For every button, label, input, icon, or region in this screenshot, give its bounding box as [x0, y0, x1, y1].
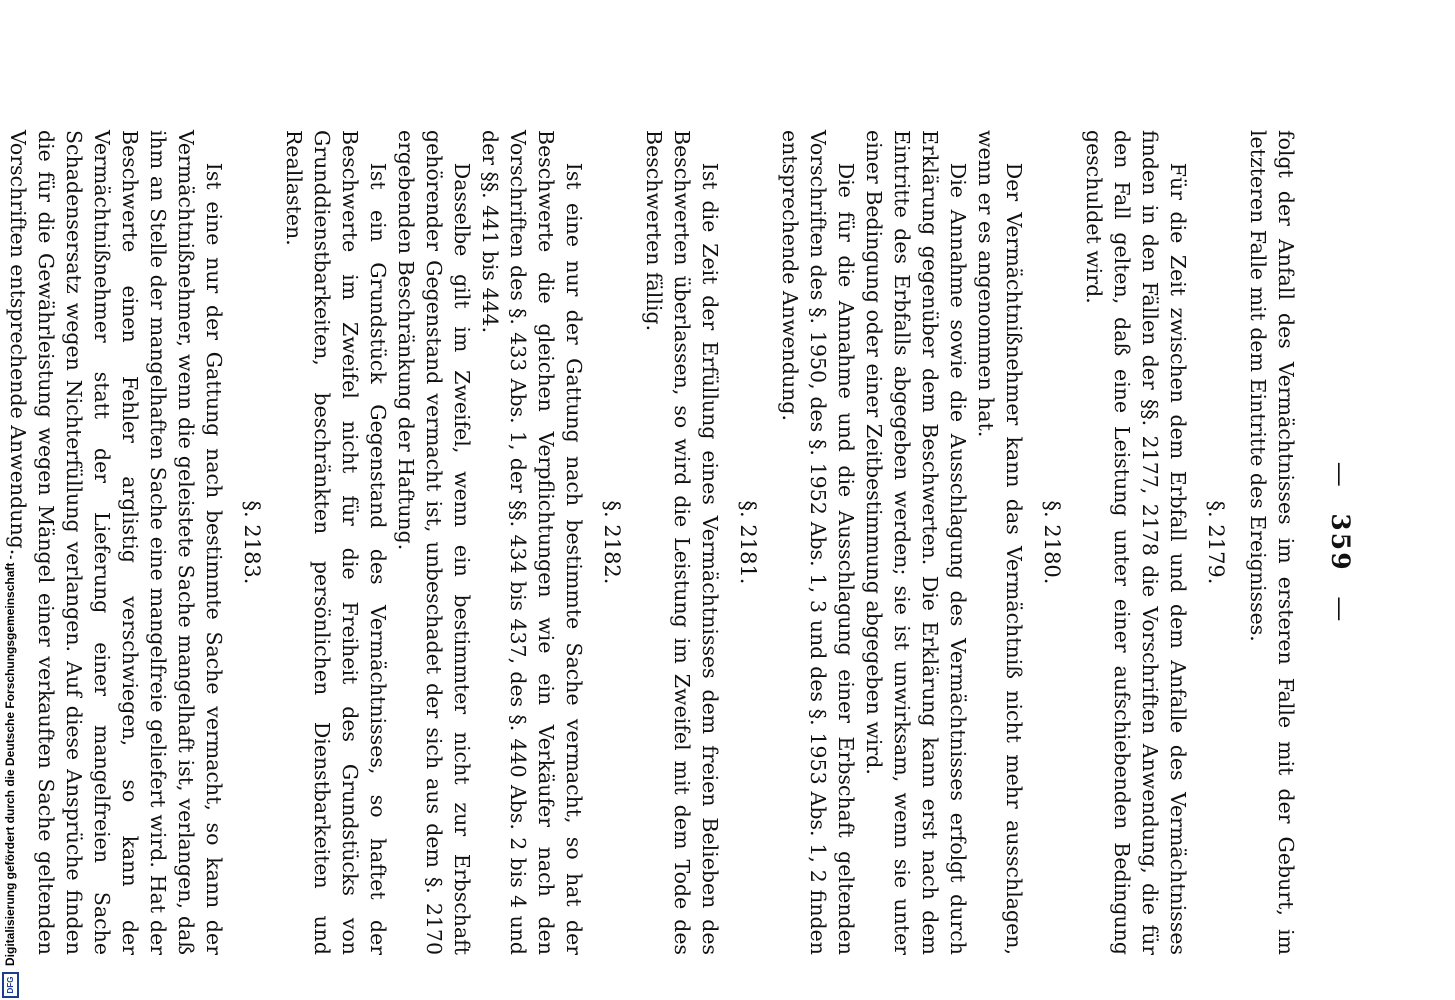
- section-paragraph: Ist ein Grundstück Gegenstand des Vermächtnisses, so haftet der Beschwerte im Zweifel nicht für die Freiheit des Grundstücks von Grunddienstbarkeiten, beschränkten persönlichen Dienstbarkeiten und Reallasten.: [282, 130, 390, 955]
- footer-text: Digitalisierung gefördert durch die Deutsche Forschungsgemeinschaft -: [3, 555, 17, 966]
- section-heading: §. 2179.: [1204, 500, 1228, 585]
- section-heading: §. 2180.: [1040, 500, 1064, 585]
- section-paragraph: Die Annahme sowie die Ausschlagung des Vermächtnisses erfolgt durch Erklärung gegenüber dem Beschwerten. Die Erklärung kann erst nach dem Eintritte des Erbfalls abgegeben werden; sie ist unwirksam, wenn sie unter einer Bedingung oder einer Zeitbestimmung abgegeben wird.: [862, 130, 970, 955]
- section-paragraph: Die für die Annahme und die Ausschlagung einer Erbschaft geltenden Vorschriften des §. 1950, des §. 1952 Abs. 1, 3 und des §. 1953 Abs. 1, 2 finden entsprechende Anwendung.: [778, 130, 858, 955]
- section-paragraph: Dasselbe gilt im Zweifel, wenn ein bestimmter nicht zur Erbschaft gehörender Gegenstand vermacht ist, unbeschadet der sich aus dem §. 2170 ergebenden Beschränkung der Haftung.: [394, 130, 474, 955]
- section-paragraph: Ist eine nur der Gattung nach bestimmte Sache vermacht, so kann der Vermächtnißnehmer, wenn die geleistete Sache mangelhaft ist, verlangen, daß ihm an Stelle der mangelhaften Sache eine mangelfreie geliefert wird. Hat der Beschwerte einen Fehler arglistig verschwiegen, so kann der Vermächtnißnehmer statt der Lieferung einer mangelfreien Sache Schadensersatz wegen Nichterfüllung verlangen. Auf diese Ansprüche finden die für die Gewährleistung wegen Mängel einer verkauften Sache geltenden Vorschriften entsprechende Anwendung.: [6, 130, 226, 955]
- section-2181: [640, 130, 760, 955]
- section-2179: [1080, 130, 1228, 955]
- section-paragraph: Der Vermächtnißnehmer kann das Vermächtniß nicht mehr ausschlagen, wenn er es angenommen hat.: [974, 130, 1026, 955]
- section-2180: [776, 130, 1064, 955]
- section-2183: [4, 130, 264, 955]
- dfg-logo-icon: DFG: [2, 972, 19, 998]
- page-header: [1326, 130, 1355, 955]
- digitization-footer: [0, 0, 20, 1000]
- continuation-paragraph: folgt der Anfall des Vermächtnisses im ersteren Falle mit der Geburt, im letzteren Falle mit dem Eintritte des Ereignisses.: [1246, 130, 1298, 955]
- header-dash-left: —: [1326, 461, 1355, 489]
- section-heading: §. 2181.: [736, 500, 760, 585]
- section-paragraph: Für die Zeit zwischen dem Erbfall und dem Anfalle des Vermächtnisses finden in den Fällen der §§. 2177, 2178 die Vorschriften Anwendung, die für den Fall gelten, daß eine Leistung unter einer aufschiebenden Bedingung geschuldet wird.: [1082, 130, 1190, 955]
- page-number: 359: [1326, 513, 1355, 572]
- section-heading: §. 2183.: [240, 500, 264, 585]
- header-dash-right: —: [1326, 596, 1355, 624]
- section-heading: §. 2182.: [600, 500, 624, 585]
- section-paragraph: Ist eine nur der Gattung nach bestimmte Sache vermacht, so hat der Beschwerte die gleichen Verpflichtungen wie ein Verkäufer nach den Vorschriften des §. 433 Abs. 1, der §§. 434 bis 437, des §. 440 Abs. 2 bis 4 und der §§. 441 bis 444.: [478, 130, 586, 955]
- section-2182: [280, 130, 624, 955]
- text-column: [4, 130, 1355, 955]
- section-paragraph: Ist die Zeit der Erfüllung eines Vermächtnisses dem freien Belieben des Beschwerten überlassen, so wird die Leistung im Zweifel mit dem Tode des Beschwerten fällig.: [642, 130, 722, 955]
